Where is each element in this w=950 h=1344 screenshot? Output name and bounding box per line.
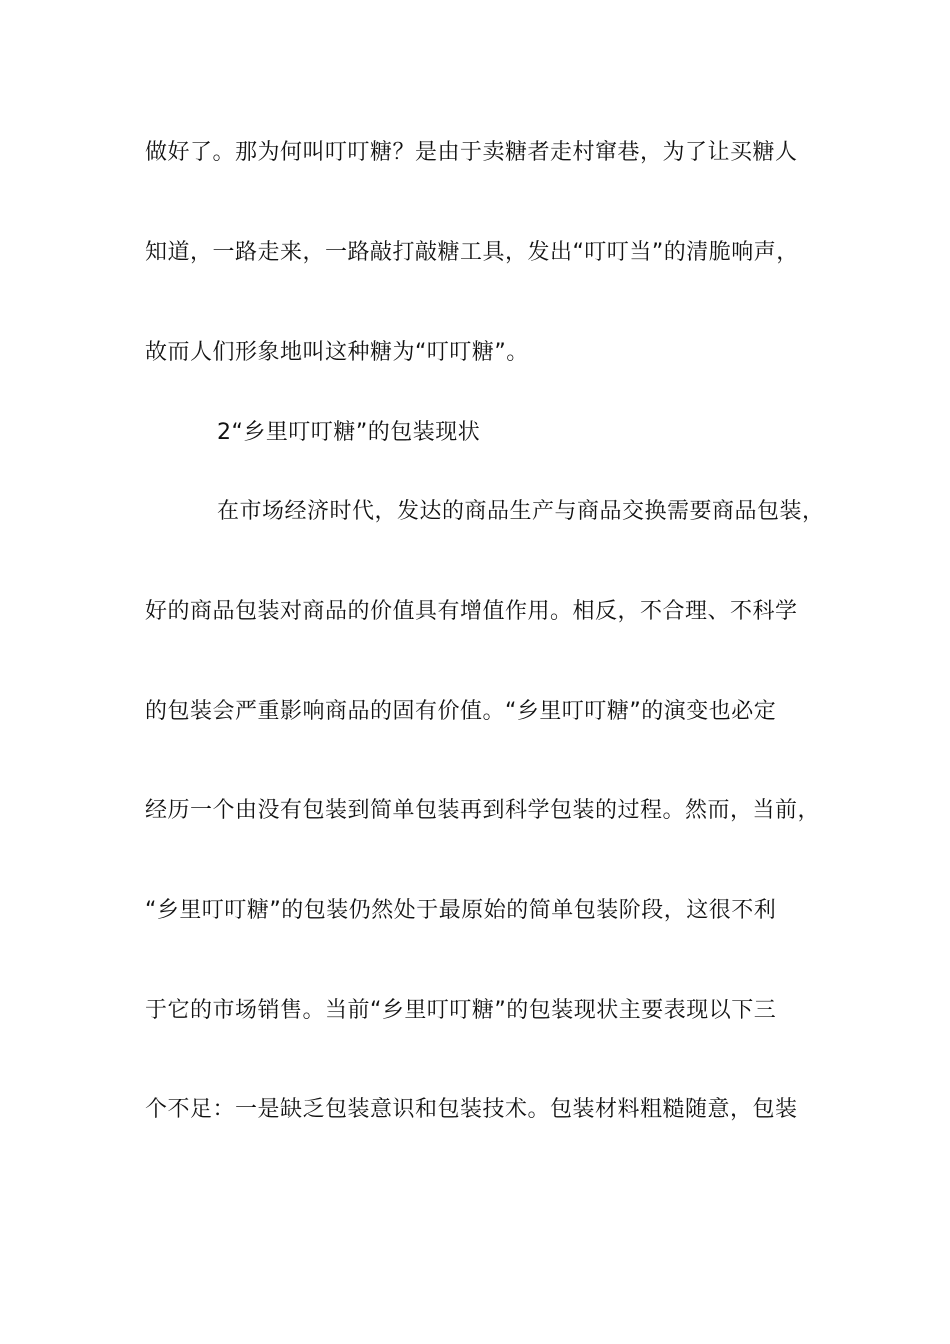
paragraph-line: 做好了。那为何叫叮叮糖？是由于卖糖者走村窜巷，为了让买糖人 (145, 140, 798, 165)
paragraph-line: 于它的市场销售。当前“乡里叮叮糖”的包装现状主要表现以下三 (145, 998, 777, 1023)
paragraph-line: 在市场经济时代，发达的商品生产与商品交换需要商品包装， (217, 499, 825, 524)
paragraph-line: 个不足：一是缺乏包装意识和包装技术。包装材料粗糙随意，包装 (145, 1097, 798, 1122)
paragraph-line: 好的商品包装对商品的价值具有增值作用。相反，不合理、不科学 (145, 599, 798, 624)
paragraph-line: 经历一个由没有包装到简单包装再到科学包装的过程。然而，当前， (145, 798, 821, 823)
section-heading: 2“乡里叮叮糖”的包装现状 (217, 420, 481, 445)
paragraph-line: 的包装会严重影响商品的固有价值。“乡里叮叮糖”的演变也必定 (145, 699, 777, 724)
paragraph-line: 知道，一路走来，一路敲打敲糖工具，发出“叮叮当”的清脆响声， (145, 240, 799, 265)
paragraph-line: “乡里叮叮糖”的包装仍然处于最原始的简单包装阶段，这很不利 (145, 898, 777, 923)
paragraph-line: 故而人们形象地叫这种糖为“叮叮糖”。 (145, 340, 529, 365)
